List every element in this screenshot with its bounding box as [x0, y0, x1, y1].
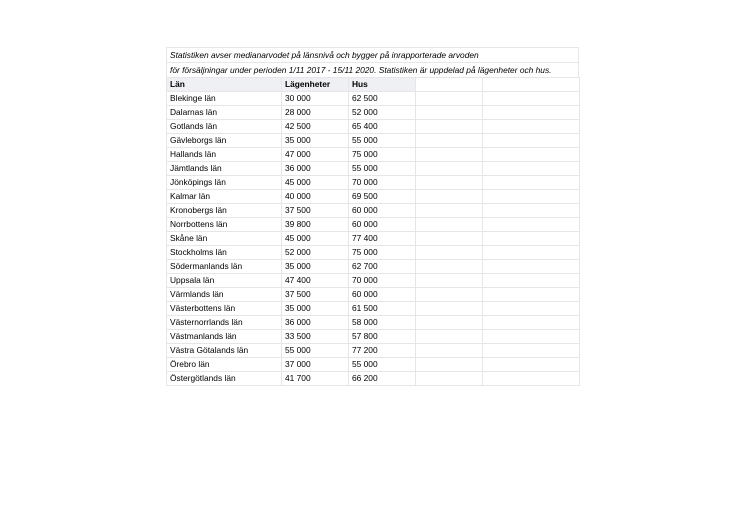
- table-row: [167, 358, 580, 372]
- table-row: [167, 204, 580, 218]
- cell-lan: Hallands län: [167, 148, 282, 162]
- cell-lagenheter: 41 700: [282, 372, 349, 386]
- cell-lan: Skåne län: [167, 232, 282, 246]
- empty-cell: [416, 134, 483, 148]
- empty-cell: [483, 358, 580, 372]
- cell-lagenheter: 37 000: [282, 358, 349, 372]
- empty-cell: [416, 92, 483, 106]
- empty-cell: [416, 330, 483, 344]
- cell-lagenheter: 35 000: [282, 260, 349, 274]
- table-row: [167, 106, 580, 120]
- cell-lan: Örebro län: [167, 358, 282, 372]
- empty-cell: [416, 190, 483, 204]
- cell-lagenheter: 35 000: [282, 134, 349, 148]
- cell-lan: Gotlands län: [167, 120, 282, 134]
- cell-hus: 77 400: [349, 232, 416, 246]
- cell-lan: Jönköpings län: [167, 176, 282, 190]
- cell-hus: 70 000: [349, 176, 416, 190]
- spreadsheet: [166, 47, 579, 386]
- empty-cell: [483, 120, 580, 134]
- cell-hus: 58 000: [349, 316, 416, 330]
- table-row: [167, 120, 580, 134]
- table-row: [167, 288, 580, 302]
- cell-hus: 66 200: [349, 372, 416, 386]
- cell-lagenheter: 36 000: [282, 316, 349, 330]
- cell-lagenheter: 36 000: [282, 162, 349, 176]
- cell-hus: 62 700: [349, 260, 416, 274]
- empty-cell: [416, 176, 483, 190]
- empty-cell: [483, 372, 580, 386]
- header-lan: Län: [167, 78, 282, 92]
- cell-hus: 75 000: [349, 246, 416, 260]
- empty-cell: [483, 106, 580, 120]
- empty-cell: [416, 260, 483, 274]
- table-row: [167, 302, 580, 316]
- table-row: [167, 274, 580, 288]
- cell-lagenheter: 55 000: [282, 344, 349, 358]
- empty-cell: [416, 372, 483, 386]
- table-row: [167, 218, 580, 232]
- empty-cell: [416, 274, 483, 288]
- cell-lagenheter: 47 400: [282, 274, 349, 288]
- table-row: [167, 148, 580, 162]
- cell-lagenheter: 45 000: [282, 232, 349, 246]
- empty-cell: [483, 78, 580, 92]
- table-row: [167, 316, 580, 330]
- empty-cell: [483, 246, 580, 260]
- cell-lagenheter: 33 500: [282, 330, 349, 344]
- cell-hus: 60 000: [349, 204, 416, 218]
- cell-hus: 57 800: [349, 330, 416, 344]
- table-row: [167, 134, 580, 148]
- cell-lan: Kronobergs län: [167, 204, 282, 218]
- cell-hus: 60 000: [349, 218, 416, 232]
- cell-hus: 60 000: [349, 288, 416, 302]
- cell-lan: Västra Götalands län: [167, 344, 282, 358]
- note-line-2: för försäljningar under perioden 1/11 2017 - 15/11 2020. Statistiken är uppdelad på lägenheter och hus.: [166, 62, 579, 77]
- empty-cell: [483, 302, 580, 316]
- table-row: [167, 232, 580, 246]
- cell-lan: Värmlands län: [167, 288, 282, 302]
- empty-cell: [483, 218, 580, 232]
- empty-cell: [483, 176, 580, 190]
- cell-lagenheter: 28 000: [282, 106, 349, 120]
- cell-lan: Dalarnas län: [167, 106, 282, 120]
- empty-cell: [416, 316, 483, 330]
- cell-hus: 69 500: [349, 190, 416, 204]
- empty-cell: [416, 344, 483, 358]
- cell-hus: 75 000: [349, 148, 416, 162]
- empty-cell: [483, 232, 580, 246]
- fee-table: [166, 77, 580, 386]
- empty-cell: [416, 246, 483, 260]
- empty-cell: [416, 218, 483, 232]
- cell-lan: Norrbottens län: [167, 218, 282, 232]
- empty-cell: [483, 344, 580, 358]
- table-row: [167, 246, 580, 260]
- empty-cell: [483, 260, 580, 274]
- empty-cell: [483, 92, 580, 106]
- cell-lan: Västernorrlands län: [167, 316, 282, 330]
- cell-lan: Kalmar län: [167, 190, 282, 204]
- empty-cell: [483, 274, 580, 288]
- empty-cell: [416, 106, 483, 120]
- empty-cell: [483, 134, 580, 148]
- empty-cell: [416, 358, 483, 372]
- empty-cell: [416, 302, 483, 316]
- table-row: [167, 330, 580, 344]
- cell-hus: 52 000: [349, 106, 416, 120]
- cell-lan: Västmanlands län: [167, 330, 282, 344]
- empty-cell: [483, 148, 580, 162]
- cell-lan: Stockholms län: [167, 246, 282, 260]
- empty-cell: [416, 148, 483, 162]
- table-row: [167, 176, 580, 190]
- cell-lan: Jämtlands län: [167, 162, 282, 176]
- table-row: [167, 92, 580, 106]
- cell-hus: 55 000: [349, 162, 416, 176]
- table-row: [167, 190, 580, 204]
- cell-lan: Blekinge län: [167, 92, 282, 106]
- cell-lagenheter: 45 000: [282, 176, 349, 190]
- cell-hus: 70 000: [349, 274, 416, 288]
- table-row: [167, 372, 580, 386]
- cell-lan: Uppsala län: [167, 274, 282, 288]
- cell-hus: 77 200: [349, 344, 416, 358]
- empty-cell: [416, 162, 483, 176]
- cell-lagenheter: 35 000: [282, 302, 349, 316]
- cell-hus: 62 500: [349, 92, 416, 106]
- empty-cell: [416, 204, 483, 218]
- cell-lagenheter: 39 800: [282, 218, 349, 232]
- table-row: [167, 162, 580, 176]
- empty-cell: [416, 232, 483, 246]
- empty-cell: [483, 190, 580, 204]
- header-row: [167, 78, 580, 92]
- cell-lagenheter: 37 500: [282, 288, 349, 302]
- table-row: [167, 260, 580, 274]
- cell-hus: 65 400: [349, 120, 416, 134]
- empty-cell: [483, 204, 580, 218]
- cell-lan: Västerbottens län: [167, 302, 282, 316]
- empty-cell: [483, 288, 580, 302]
- header-hus: Hus: [349, 78, 416, 92]
- cell-lan: Östergötlands län: [167, 372, 282, 386]
- note-line-1: Statistiken avser medianarvodet på länsnivå och bygger på inrapporterade arvoden: [166, 47, 579, 62]
- cell-lan: Södermanlands län: [167, 260, 282, 274]
- empty-cell: [483, 316, 580, 330]
- cell-hus: 55 000: [349, 358, 416, 372]
- cell-lagenheter: 52 000: [282, 246, 349, 260]
- cell-lagenheter: 42 500: [282, 120, 349, 134]
- cell-lagenheter: 40 000: [282, 190, 349, 204]
- empty-cell: [416, 120, 483, 134]
- cell-hus: 55 000: [349, 134, 416, 148]
- cell-hus: 61 500: [349, 302, 416, 316]
- cell-lagenheter: 47 000: [282, 148, 349, 162]
- empty-cell: [416, 78, 483, 92]
- cell-lagenheter: 37 500: [282, 204, 349, 218]
- empty-cell: [416, 288, 483, 302]
- cell-lagenheter: 30 000: [282, 92, 349, 106]
- empty-cell: [483, 330, 580, 344]
- header-lagenheter: Lägenheter: [282, 78, 349, 92]
- table-row: [167, 344, 580, 358]
- empty-cell: [483, 162, 580, 176]
- cell-lan: Gävleborgs län: [167, 134, 282, 148]
